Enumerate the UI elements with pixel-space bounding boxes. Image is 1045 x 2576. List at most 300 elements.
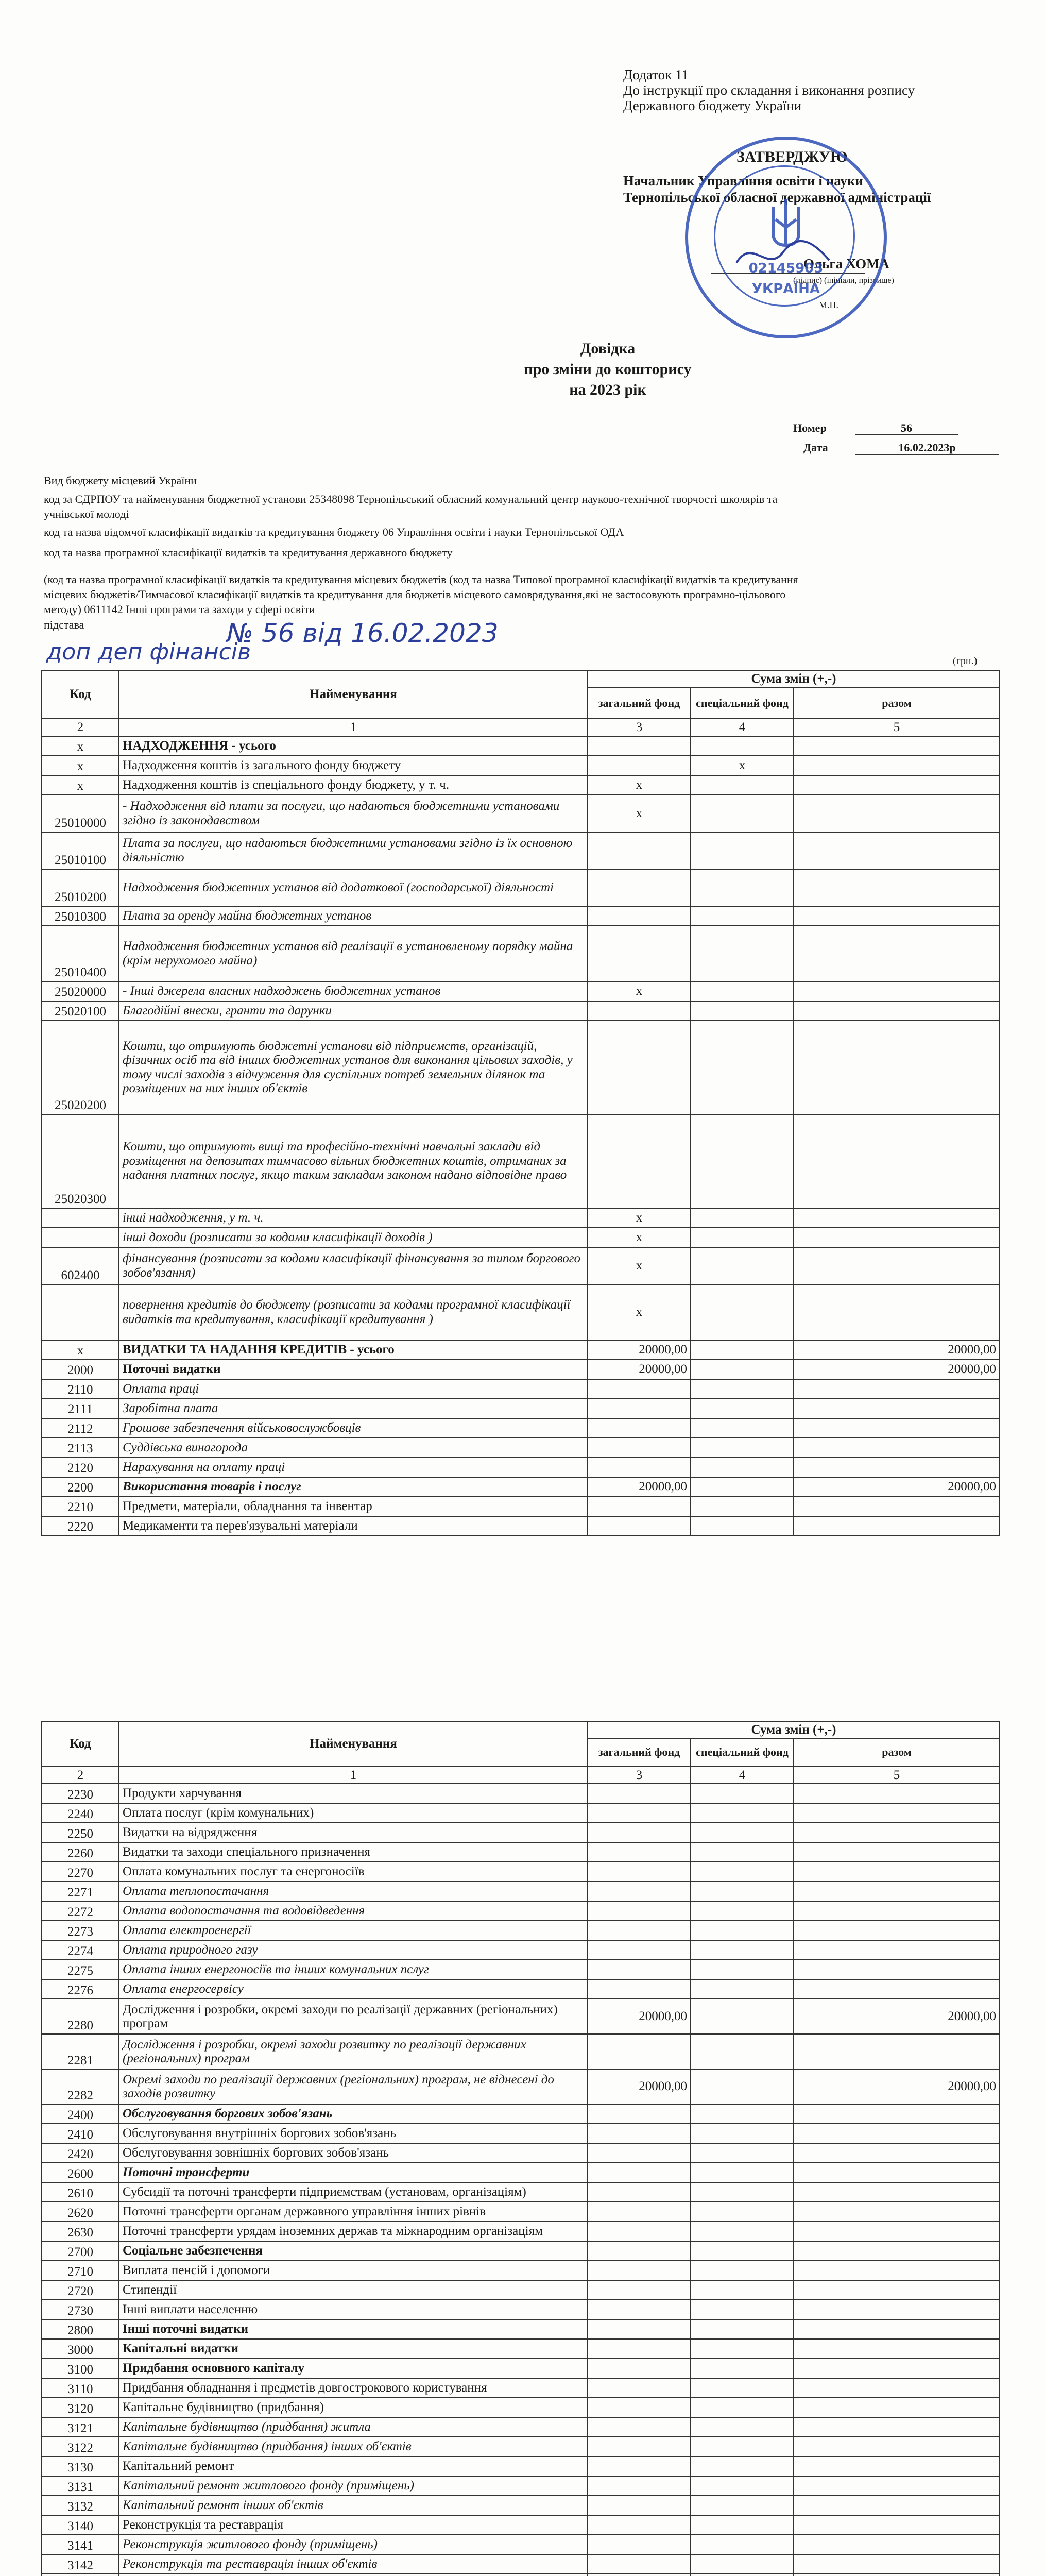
row-special-fund — [691, 1379, 794, 1399]
row-total — [794, 2143, 1000, 2163]
row-general-fund — [588, 2300, 691, 2319]
row-code: 25010400 — [42, 926, 119, 981]
row-total — [794, 1842, 1000, 1862]
row-code: 2274 — [42, 1940, 119, 1960]
row-code: 25010300 — [42, 906, 119, 926]
approver-line: Начальник Управління освіти і науки — [623, 173, 863, 189]
row-total — [794, 1497, 1000, 1516]
row-name: Реконструкція та реставрація інших об'єктів — [119, 2554, 588, 2574]
table-row — [42, 869, 1000, 906]
row-total — [794, 926, 1000, 981]
row-code — [42, 1208, 119, 1228]
row-total — [794, 2339, 1000, 2359]
row-total — [794, 1823, 1000, 1842]
row-special-fund — [691, 1114, 794, 1208]
col-number: 1 — [119, 1767, 588, 1784]
table-row — [42, 775, 1000, 795]
row-code: 3120 — [42, 2398, 119, 2417]
row-general-fund — [588, 2574, 691, 2576]
row-code: 2400 — [42, 2104, 119, 2124]
row-general-fund — [588, 1418, 691, 1438]
row-special-fund — [691, 1516, 794, 1536]
col-number: 4 — [691, 1767, 794, 1784]
table-row — [42, 2319, 1000, 2339]
row-special-fund — [691, 2515, 794, 2535]
row-special-fund — [691, 1360, 794, 1379]
table-row — [42, 1960, 1000, 1979]
row-general-fund — [588, 1497, 691, 1516]
row-name: Соціальне забезпечення — [119, 2241, 588, 2261]
row-total — [794, 2034, 1000, 2069]
row-general-fund — [588, 2222, 691, 2241]
row-general-fund — [588, 869, 691, 906]
row-special-fund — [691, 2202, 794, 2222]
row-name: Надходження коштів із спеціального фонду бюджету, у т. ч. — [119, 775, 588, 795]
table-row — [42, 2554, 1000, 2574]
row-total — [794, 2476, 1000, 2496]
approver-line: Тернопільської обласної державної адміністрації — [623, 190, 931, 205]
handwritten-basis-note: доп деп фінансів — [46, 639, 251, 665]
row-general-fund — [588, 1516, 691, 1536]
table-row — [42, 2515, 1000, 2535]
appendix-line: Державного бюджету України — [623, 98, 802, 113]
row-total — [794, 1882, 1000, 1901]
row-general-fund — [588, 1901, 691, 1921]
row-special-fund — [691, 1940, 794, 1960]
row-total — [794, 2456, 1000, 2476]
row-total — [794, 2261, 1000, 2280]
table-row — [42, 2398, 1000, 2417]
row-general-fund — [588, 2378, 691, 2398]
row-code: 2273 — [42, 1921, 119, 1940]
col-name-header: Найменування — [119, 670, 588, 719]
row-special-fund — [691, 1247, 794, 1284]
row-special-fund — [691, 1784, 794, 1803]
row-special-fund — [691, 1477, 794, 1497]
row-code: 2710 — [42, 2261, 119, 2280]
row-name: Інші поточні видатки — [119, 2319, 588, 2339]
row-special-fund — [691, 1284, 794, 1340]
row-general-fund: x — [588, 775, 691, 795]
row-general-fund — [588, 2476, 691, 2496]
table-row — [42, 2574, 1000, 2576]
table-row — [42, 2241, 1000, 2261]
row-total: 20000,00 — [794, 1477, 1000, 1497]
row-general-fund — [588, 832, 691, 869]
table-row — [42, 2143, 1000, 2163]
row-total — [794, 2182, 1000, 2202]
row-name: повернення кредитів до бюджету (розписати за кодами програмної класифікації видатків та кредитування, класифікації кредитування ) — [119, 1284, 588, 1340]
row-special-fund — [691, 775, 794, 795]
row-code: 3000 — [42, 2339, 119, 2359]
col-sum-header: Сума змін (+,-) — [588, 1721, 1000, 1739]
row-code: 3131 — [42, 2476, 119, 2496]
row-code: 2420 — [42, 2143, 119, 2163]
col-number: 1 — [119, 719, 588, 736]
table-row — [42, 1516, 1000, 1536]
row-special-fund — [691, 2222, 794, 2241]
col-general-header: загальний фонд — [588, 1739, 691, 1767]
row-general-fund: x — [588, 981, 691, 1001]
approver-name: Ольга ХОМА — [803, 256, 890, 272]
row-general-fund — [588, 2124, 691, 2143]
row-name: Видатки та заходи спеціального призначення — [119, 1842, 588, 1862]
row-name: Оплата інших енергоносіїв та інших комунальних пслуг — [119, 1960, 588, 1979]
table-row — [42, 2339, 1000, 2359]
row-name: Використання товарів і послуг — [119, 1477, 588, 1497]
info-line: учнівської молоді — [44, 507, 129, 520]
col-number: 5 — [794, 719, 1000, 736]
table-row — [42, 2069, 1000, 2104]
row-name: Реконструкція житлового фонду (приміщень) — [119, 2535, 588, 2554]
unit-label: (грн.) — [953, 655, 978, 667]
row-name: Оплата енергосервісу — [119, 1979, 588, 1999]
table-row — [42, 756, 1000, 775]
row-special-fund — [691, 2034, 794, 2069]
table-row — [42, 1208, 1000, 1228]
row-name: Дослідження і розробки, окремі заходи розвитку по реалізації державних (регіональних) програм — [119, 2034, 588, 2069]
row-name: - Надходження від плати за послуги, що надаються бюджетними установами згідно із законодавством — [119, 795, 588, 832]
row-name: Капітальний ремонт інших об'єктів — [119, 2496, 588, 2515]
row-total — [794, 1228, 1000, 1247]
row-name: Оплата комунальних послуг та енергоносіїв — [119, 1862, 588, 1882]
row-name: Обслуговування зовнішніх боргових зобов'язань — [119, 2143, 588, 2163]
row-total — [794, 869, 1000, 906]
table-row — [42, 981, 1000, 1001]
row-name: Плата за оренду майна бюджетних установ — [119, 906, 588, 926]
table-row — [42, 926, 1000, 981]
col-number: 4 — [691, 719, 794, 736]
table-row — [42, 832, 1000, 869]
row-code: 602400 — [42, 1247, 119, 1284]
row-total — [794, 2515, 1000, 2535]
row-total: 20000,00 — [794, 1999, 1000, 2034]
table-row — [42, 1284, 1000, 1340]
row-code: x — [42, 1340, 119, 1360]
row-general-fund — [588, 1862, 691, 1882]
table-row — [42, 2163, 1000, 2182]
row-special-fund — [691, 1862, 794, 1882]
table-row — [42, 1114, 1000, 1208]
number-value: 56 — [855, 421, 958, 435]
row-code: 25020000 — [42, 981, 119, 1001]
info-line: підстава — [44, 618, 84, 631]
row-total — [794, 1784, 1000, 1803]
row-general-fund — [588, 2241, 691, 2261]
row-general-fund — [588, 1940, 691, 1960]
row-general-fund — [588, 2359, 691, 2378]
row-code: 2270 — [42, 1862, 119, 1882]
col-name-header: Найменування — [119, 1721, 588, 1767]
table-row — [42, 1803, 1000, 1823]
row-total — [794, 2202, 1000, 2222]
row-general-fund — [588, 2535, 691, 2554]
row-special-fund — [691, 1458, 794, 1477]
row-code: 2281 — [42, 2034, 119, 2069]
table-row — [42, 1842, 1000, 1862]
row-code — [42, 1228, 119, 1247]
row-general-fund — [588, 2319, 691, 2339]
row-special-fund — [691, 795, 794, 832]
row-name: Плата за послуги, що надаються бюджетними установами згідно із їх основною діяльністю — [119, 832, 588, 869]
info-line: (код та назва програмної класифікації видатків та кредитування місцевих бюджетів (код та назва Типової програмної класифікації видатків та кредитування — [44, 573, 798, 586]
row-special-fund — [691, 2417, 794, 2437]
row-code: 25020300 — [42, 1114, 119, 1208]
row-total — [794, 981, 1000, 1001]
table-row — [42, 1399, 1000, 1418]
row-special-fund — [691, 2496, 794, 2515]
table-row — [42, 1921, 1000, 1940]
row-code: 2272 — [42, 1901, 119, 1921]
row-total — [794, 1284, 1000, 1340]
table-row — [42, 1247, 1000, 1284]
row-general-fund — [588, 736, 691, 756]
col-code-header: Код — [42, 670, 119, 719]
col-special-header: спеціальний фонд — [691, 1739, 794, 1767]
row-total — [794, 1901, 1000, 1921]
row-code: 2112 — [42, 1418, 119, 1438]
row-code: 2620 — [42, 2202, 119, 2222]
row-general-fund — [588, 2339, 691, 2359]
row-total — [794, 2241, 1000, 2261]
table-row — [42, 2378, 1000, 2398]
handwritten-basis: № 56 від 16.02.2023 — [227, 618, 499, 648]
col-number: 5 — [794, 1767, 1000, 1784]
row-code: 2282 — [42, 2069, 119, 2104]
row-general-fund — [588, 2437, 691, 2456]
table-row — [42, 1477, 1000, 1497]
row-total — [794, 906, 1000, 926]
row-name: Кошти, що отримують вищі та професійно-технічні навчальні заклади від розміщення на депозитах тимчасово вільних бюджетних коштів, отриманих за надання платних послуг, якщо таким закладам законом надано відповідне право — [119, 1114, 588, 1208]
table-row — [42, 1360, 1000, 1379]
appendix-line: Додаток 11 — [623, 67, 689, 82]
row-name: Надходження бюджетних установ від додаткової (господарської) діяльності — [119, 869, 588, 906]
row-total: 20000,00 — [794, 2069, 1000, 2104]
row-special-fund — [691, 2319, 794, 2339]
row-special-fund — [691, 2476, 794, 2496]
row-special-fund — [691, 2069, 794, 2104]
table-row — [42, 1001, 1000, 1021]
table-row — [42, 736, 1000, 756]
row-total — [794, 2104, 1000, 2124]
row-code: 2271 — [42, 1882, 119, 1901]
row-special-fund — [691, 1803, 794, 1823]
table-row — [42, 2535, 1000, 2554]
stamp-country: УКРАЇНА — [751, 281, 820, 297]
row-special-fund — [691, 2535, 794, 2554]
row-special-fund — [691, 832, 794, 869]
row-special-fund — [691, 2182, 794, 2202]
row-total — [794, 2417, 1000, 2437]
row-code: 2210 — [42, 1497, 119, 1516]
row-special-fund — [691, 736, 794, 756]
row-general-fund: 20000,00 — [588, 1477, 691, 1497]
row-name: Капітальний ремонт житлового фонду (приміщень) — [119, 2476, 588, 2496]
row-general-fund — [588, 926, 691, 981]
row-name — [119, 2574, 588, 2576]
table-row — [42, 1979, 1000, 1999]
row-code: 2120 — [42, 1458, 119, 1477]
row-total — [794, 1940, 1000, 1960]
row-general-fund: x — [588, 795, 691, 832]
row-total — [794, 1516, 1000, 1536]
row-special-fund — [691, 2280, 794, 2300]
row-special-fund — [691, 1823, 794, 1842]
row-special-fund — [691, 1228, 794, 1247]
row-general-fund — [588, 906, 691, 926]
row-general-fund — [588, 1001, 691, 1021]
row-special-fund — [691, 2339, 794, 2359]
row-special-fund — [691, 1842, 794, 1862]
row-general-fund — [588, 2163, 691, 2182]
col-total-header: разом — [794, 1739, 1000, 1767]
row-special-fund — [691, 2143, 794, 2163]
row-general-fund — [588, 1458, 691, 1477]
row-special-fund — [691, 1999, 794, 2034]
row-code: x — [42, 736, 119, 756]
row-code: 2410 — [42, 2124, 119, 2143]
row-name: Надходження бюджетних установ від реалізації в установленому порядку майна (крім нерухомого майна) — [119, 926, 588, 981]
row-name: Обслуговування боргових зобов'язань — [119, 2104, 588, 2124]
row-name: Благодійні внески, гранти та дарунки — [119, 1001, 588, 1021]
budget-table-2 — [41, 1721, 1000, 2576]
row-total — [794, 2378, 1000, 2398]
row-general-fund — [588, 2280, 691, 2300]
number-label: Номер — [793, 421, 827, 434]
table-row — [42, 1901, 1000, 1921]
row-name: Надходження коштів із загального фонду бюджету — [119, 756, 588, 775]
row-special-fund — [691, 1979, 794, 1999]
row-general-fund — [588, 1399, 691, 1418]
row-general-fund — [588, 2496, 691, 2515]
table-row — [42, 1823, 1000, 1842]
row-general-fund — [588, 1960, 691, 1979]
row-name: НАДХОДЖЕННЯ - усього — [119, 736, 588, 756]
row-name: Реконструкція та реставрація — [119, 2515, 588, 2535]
row-name: інші надходження, у т. ч. — [119, 1208, 588, 1228]
table-row — [42, 1882, 1000, 1901]
appendix-line: До інструкції про складання і виконання розпису — [623, 82, 915, 98]
row-special-fund — [691, 1340, 794, 1360]
col-number: 2 — [42, 719, 119, 736]
info-line: Вид бюджету місцевий України — [44, 474, 197, 487]
row-name: Оплата праці — [119, 1379, 588, 1399]
row-total — [794, 2319, 1000, 2339]
row-name: Капітальні видатки — [119, 2339, 588, 2359]
row-special-fund — [691, 2359, 794, 2378]
row-total — [794, 2359, 1000, 2378]
row-name: Видатки на відрядження — [119, 1823, 588, 1842]
row-general-fund — [588, 1021, 691, 1114]
row-special-fund — [691, 2104, 794, 2124]
row-special-fund — [691, 1438, 794, 1458]
row-special-fund — [691, 1001, 794, 1021]
row-general-fund — [588, 1438, 691, 1458]
row-code: 2111 — [42, 1399, 119, 1418]
row-total — [794, 1114, 1000, 1208]
table-row — [42, 1340, 1000, 1360]
row-name: Суддівська винагорода — [119, 1438, 588, 1458]
row-general-fund — [588, 1882, 691, 1901]
row-name: Виплата пенсій і допомоги — [119, 2261, 588, 2280]
table-row — [42, 1862, 1000, 1882]
table-row — [42, 2417, 1000, 2437]
row-general-fund — [588, 756, 691, 775]
row-total — [794, 1458, 1000, 1477]
row-total — [794, 1438, 1000, 1458]
row-total — [794, 2535, 1000, 2554]
table-row — [42, 1438, 1000, 1458]
row-code: 2630 — [42, 2222, 119, 2241]
row-total — [794, 1379, 1000, 1399]
row-name: Оплата теплопостачання — [119, 1882, 588, 1901]
col-code-header: Код — [42, 1721, 119, 1767]
table-row — [42, 2476, 1000, 2496]
row-code: 3130 — [42, 2456, 119, 2476]
row-general-fund: x — [588, 1247, 691, 1284]
row-name: Поточні трансферти — [119, 2163, 588, 2182]
table-row — [42, 2202, 1000, 2222]
row-special-fund — [691, 1882, 794, 1901]
row-name: Нарахування на оплату праці — [119, 1458, 588, 1477]
row-total — [794, 2554, 1000, 2574]
table-row — [42, 2437, 1000, 2456]
row-general-fund — [588, 1979, 691, 1999]
row-code: 2600 — [42, 2163, 119, 2182]
row-total — [794, 775, 1000, 795]
row-general-fund: 20000,00 — [588, 2069, 691, 2104]
approver-signature — [731, 232, 834, 278]
table-row — [42, 2496, 1000, 2515]
row-general-fund — [588, 2034, 691, 2069]
row-special-fund — [691, 906, 794, 926]
row-special-fund — [691, 869, 794, 906]
col-special-header: спеціальний фонд — [691, 688, 794, 719]
row-general-fund — [588, 1379, 691, 1399]
row-general-fund — [588, 2515, 691, 2535]
row-special-fund — [691, 2574, 794, 2576]
row-total — [794, 1979, 1000, 1999]
row-total — [794, 795, 1000, 832]
info-line: методу) 0611142 Інші програми та заходи у сфері освіти — [44, 603, 315, 616]
row-special-fund: x — [691, 756, 794, 775]
row-total: 20000,00 — [794, 1360, 1000, 1379]
row-name: Оплата електроенергії — [119, 1921, 588, 1940]
row-code: 3100 — [42, 2359, 119, 2378]
row-code: 2230 — [42, 1784, 119, 1803]
row-code: x — [42, 756, 119, 775]
col-total-header: разом — [794, 688, 1000, 719]
table-row — [42, 795, 1000, 832]
row-special-fund — [691, 2378, 794, 2398]
row-total — [794, 2437, 1000, 2456]
row-code: 25010000 — [42, 795, 119, 832]
row-total — [794, 1208, 1000, 1228]
row-code: 2250 — [42, 1823, 119, 1842]
row-code: 2275 — [42, 1960, 119, 1979]
row-code: 2110 — [42, 1379, 119, 1399]
row-code: 2240 — [42, 1803, 119, 1823]
row-name: Капітальне будівництво (придбання) інших об'єктів — [119, 2437, 588, 2456]
row-name: Заробітна плата — [119, 1399, 588, 1418]
row-total — [794, 2280, 1000, 2300]
row-special-fund — [691, 2456, 794, 2476]
row-general-fund — [588, 1842, 691, 1862]
row-name: Грошове забезпечення військовослужбовців — [119, 1418, 588, 1438]
row-name: Оплата природного газу — [119, 1940, 588, 1960]
row-code: 3122 — [42, 2437, 119, 2456]
row-code: 2700 — [42, 2241, 119, 2261]
